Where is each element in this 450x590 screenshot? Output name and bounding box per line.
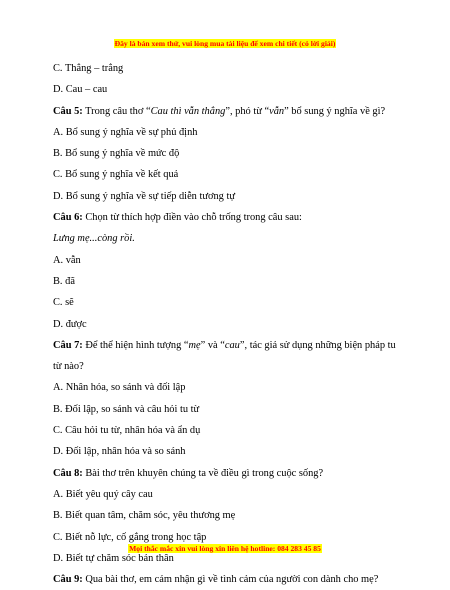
- preview-notice-banner: [0, 39, 450, 49]
- question-5-option-c: C. Bổ sung ý nghĩa về kết quả: [53, 169, 179, 181]
- question-5-option-d: D. Bổ sung ý nghĩa về sự tiếp diễn tương tự: [53, 190, 235, 202]
- question-6-sentence: Lưng mẹ...còng rồi.: [53, 233, 135, 245]
- question-8-number: Câu 8:: [53, 467, 83, 479]
- question-6-option-c: C. sẽ: [53, 297, 74, 309]
- question-7-option-b: B. Đối lập, so sánh và câu hỏi tu từ: [53, 403, 200, 415]
- option-prev-c: C. Thẳng – trẳng: [53, 63, 124, 74]
- question-5-number: Câu 5:: [53, 105, 83, 117]
- question-7: Câu 7: Để thể hiện hình tượng “mẹ” và “cau”, tác giả sử dụng những biện pháp tu: [53, 339, 396, 351]
- question-9: Câu 9: Qua bài thơ, em cảm nhận gì về tình cảm của người con dành cho mẹ?: [53, 574, 379, 586]
- question-7-option-a: A. Nhân hóa, so sánh và đối lập: [53, 382, 186, 394]
- question-8: Câu 8: Bài thơ trên khuyên chúng ta về điều gì trong cuộc sống?: [53, 467, 324, 479]
- question-8-option-a: A. Biết yêu quý cây cau: [53, 488, 153, 500]
- question-6-number: Câu 6:: [53, 212, 83, 224]
- question-7-option-c: C. Câu hỏi tu từ, nhân hóa và ẩn dụ: [53, 425, 201, 437]
- question-5-option-a: A. Bổ sung ý nghĩa về sự phủ định: [53, 126, 198, 138]
- question-7-number: Câu 7:: [53, 339, 83, 351]
- document-body: [53, 58, 403, 590]
- hotline-notice-banner: [0, 544, 450, 554]
- question-5-quote: Cau thì vẫn thẳng: [150, 105, 226, 117]
- question-5: Câu 5: Trong câu thơ “Cau thì vẫn thẳng”, phó từ “vẫn” bổ sung ý nghĩa về gì?: [53, 105, 386, 117]
- question-6-option-b: B. đã: [53, 275, 75, 287]
- question-7-continued: từ nào?: [53, 361, 84, 373]
- option-prev-d: D. Cau – cau: [53, 84, 108, 96]
- question-7-word-1: mẹ: [188, 339, 201, 351]
- question-8-option-b: B. Biết quan tâm, chăm sóc, yêu thương mẹ: [53, 510, 236, 522]
- question-8-option-d: D. Biết tự chăm sóc bản thân: [53, 552, 174, 564]
- question-8-option-c: C. Biết nỗ lực, cố gắng trong học tập: [53, 531, 207, 543]
- question-5-word: vẫn: [269, 105, 285, 117]
- question-7-option-d: D. Đối lập, nhân hóa và so sánh: [53, 446, 186, 458]
- question-6-option-a: A. vẫn: [53, 254, 81, 266]
- hotline-notice-text: Mọi thắc mắc xin vui lòng xin liên hệ hotline: 084 283 45 85: [129, 544, 321, 553]
- question-6: Câu 6: Chọn từ thích hợp điền vào chỗ trống trong câu sau:: [53, 212, 302, 224]
- question-6-option-d: D. được: [53, 318, 87, 330]
- preview-notice-text: Đây là bản xem thử, vui lòng mua tài liệu để xem chi tiết (có lời giải): [114, 39, 336, 48]
- question-7-word-2: cau: [224, 339, 240, 351]
- question-5-option-b: B. Bổ sung ý nghĩa về mức độ: [53, 148, 180, 160]
- question-9-number: Câu 9:: [53, 574, 83, 586]
